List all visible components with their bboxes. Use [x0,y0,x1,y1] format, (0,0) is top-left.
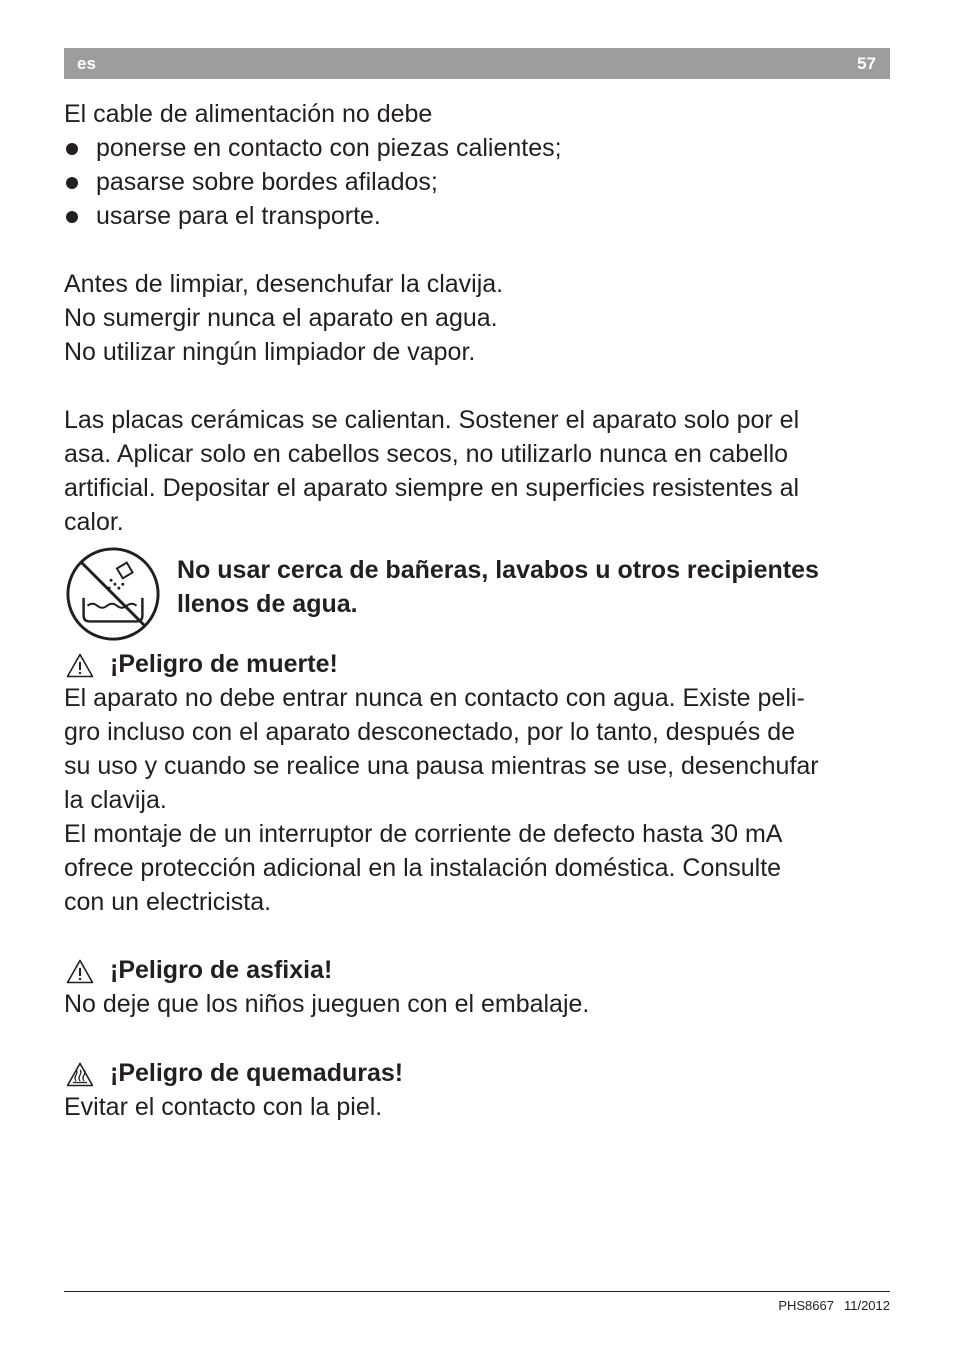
burn-warning-title: ¡Peligro de quemaduras! [64,1056,894,1090]
list-item: pasarse sobre bordes afilados; [64,165,894,199]
list-item: usarse para el transporte. [64,199,894,233]
no-bath-water-icon [64,545,162,643]
suffocation-warning-text: No deje que los niños jueguen con el embalaje. [64,990,590,1018]
footer [778,1298,890,1313]
bullet-icon [66,143,78,155]
suffocation-warning-title: ¡Peligro de asfixia! [64,953,894,987]
cleaning-paragraph: Antes de limpiar, desenchufar la clavija. No sumergir nunca el aparato en agua. No utilizar ningún limpiador de vapor. [64,270,504,366]
death-warning-text: El aparato no debe entrar nunca en contacto con agua. Existe peli- gro incluso con el aparato desconectado, por lo tanto, después de su uso y cuando se realice una pausa mientras se use, desenchufar la clavija. El montaje de un interruptor de corriente de defecto hasta 30 mA ofrece protección adicional en la instalación doméstica. Consulte con un electricista. [64,684,819,916]
page-content [64,97,894,1124]
plates-paragraph: Las placas cerámicas se calientan. Sostener el aparato solo por el asa. Aplicar solo en cabellos secos, no utilizarlo nunca en cabello artificial. Depositar el aparato siempre en superficies resistentes al calor. [64,406,800,536]
death-warning-title: ¡Peligro de muerte! [64,647,894,681]
bullet-icon [66,211,78,223]
model-number: PHS8667 [778,1298,834,1313]
bullet-icon [66,177,78,189]
list-item: ponerse en contacto con piezas calientes; [64,131,894,165]
header-bar [64,48,890,79]
cable-bullet-list [64,131,894,233]
footer-divider [64,1291,890,1292]
warning-triangle-icon [66,959,94,984]
hot-surface-warning-icon [66,1062,94,1087]
warning-triangle-icon [66,653,94,678]
cable-intro: El cable de alimentación no debe [64,100,433,128]
burn-warning-text: Evitar el contacto con la piel. [64,1093,383,1121]
page-number: 57 [857,54,876,73]
edition-date: 11/2012 [843,1298,890,1313]
language-code: es [77,54,96,73]
water-notice: No usar cerca de bañeras, lavabos u otros recipientes llenos de agua. [64,545,894,645]
